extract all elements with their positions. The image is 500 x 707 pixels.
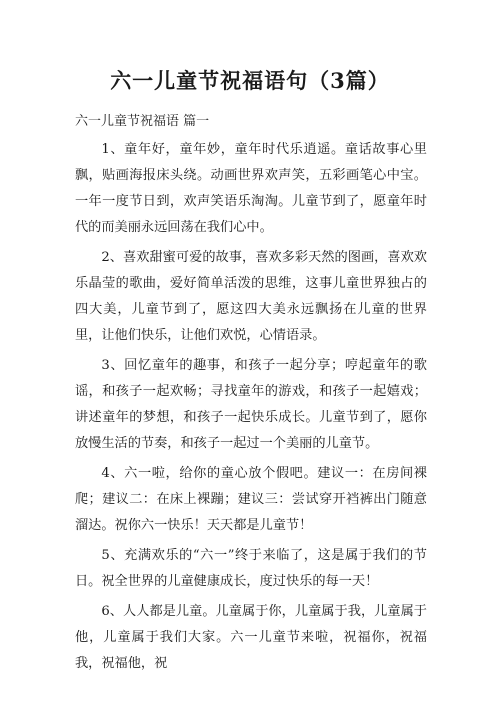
paragraph-5: 5、充满欢乐的“六一”终于来临了，这是属于我们的节日。祝全世界的儿童健康成长，度过快乐的每一天！ xyxy=(75,548,427,589)
paragraph-1: 1、童年好，童年妙，童年时代乐逍遥。童话故事心里飘，贴画海报床头绕。动画世界欢声笑，五彩画笔心中宝。一年一度节日到，欢声笑语乐淘淘。儿童节到了，愿童年时代的而美丽永远回荡在我们心中。 xyxy=(75,142,427,235)
document-body xyxy=(75,137,427,681)
paragraph-2: 2、喜欢甜蜜可爱的故事，喜欢多彩天然的图画，喜欢欢乐晶莹的歌曲，爱好简单活泼的思维，这事儿童世界独占的四大美，儿童节到了，愿这四大美永远飘扬在儿童的世界里，让他们快乐，让他们欢悦，心情语录。 xyxy=(75,250,427,343)
paragraph-3: 3、回忆童年的趣事，和孩子一起分享；哼起童年的歌谣，和孩子一起欢畅；寻找童年的游戏，和孩子一起嬉戏；讲述童年的梦想，和孩子一起快乐成长。儿童节到了，愿你放慢生活的节奏，和孩子一起过一个美丽的儿童节。 xyxy=(75,358,427,451)
paragraph-6: 6、人人都是儿童。儿童属于你，儿童属于我，儿童属于他，儿童属于我们大家。六一儿童节来啦，祝福你，祝福我，祝福他，祝 xyxy=(75,604,427,671)
paragraph-4: 4、六一啦，给你的童心放个假吧。建议一：在房间裸爬；建议二：在床上裸蹦；建议三：尝试穿开裆裤出门随意溜达。祝你六一快乐！天天都是儿童节！ xyxy=(75,466,427,533)
section-heading: 六一儿童节祝福语 篇一 xyxy=(75,114,210,129)
document-title: 六一儿童节祝福语句（3篇） xyxy=(110,68,390,93)
